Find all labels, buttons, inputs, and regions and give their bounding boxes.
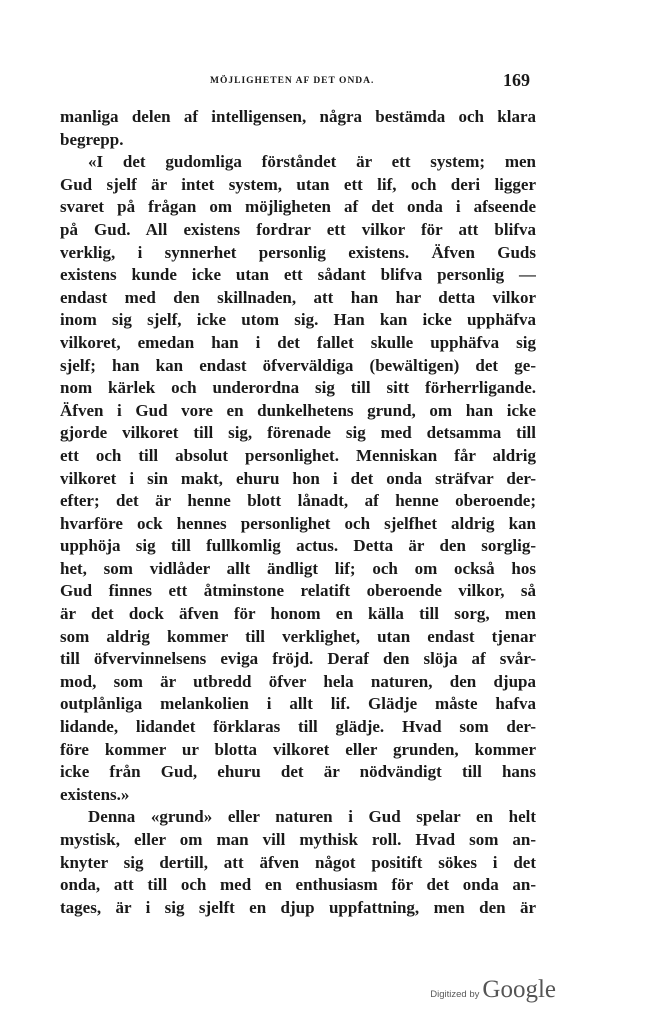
text-line: manliga delen af intelligensen, några bestämda och klara xyxy=(60,107,536,126)
text-line: som aldrig kommer till verklighet, utan endast tjenar xyxy=(60,626,536,646)
text-line: upphöja sig till fullkomlig actus. Detta är den sorglig- xyxy=(60,536,536,556)
text-line: Äfven i Gud vore en dunkelhetens grund, om han icke xyxy=(60,400,536,420)
text-line: inom sig sjelf, icke utom sig. Han kan icke upphäfva xyxy=(60,310,536,330)
page-number: 169 xyxy=(503,70,530,90)
text-line: hvarföre ock hennes personlighet och sjelfhet aldrig kan xyxy=(60,513,536,533)
text-line: ett och till absolut personlighet. Menniskan får aldrig xyxy=(60,445,536,465)
text-line: het, som vidlåder allt ändligt lif; och om också hos xyxy=(60,558,536,578)
text-line: existens.» xyxy=(60,784,130,804)
text-line: tages, är i sig sjelft en djup uppfattning, men den är xyxy=(60,897,536,917)
text-line: knyter sig dertill, att äfven något positift sökes i det xyxy=(60,852,536,872)
text-line: mystisk, eller om man vill mythisk roll. Hvad som an- xyxy=(60,830,536,849)
text-line: sjelf; han kan endast öfverväldiga (bewältigen) det ge- xyxy=(60,355,536,375)
text-line: icke från Gud, ehuru det är nödvändigt till hans xyxy=(60,762,536,782)
text-line: nom kärlek och underordna sig till sitt förherrligande. xyxy=(60,378,536,398)
google-logo: Google xyxy=(482,976,556,1003)
text-line: lidande, lidandet förklaras till glädje. Hvad som der- xyxy=(60,717,536,737)
text-line: Gud finnes ett åtminstone relatift oberoende vilkor, så xyxy=(60,581,536,601)
text-line: är det dock äfven för honom en källa till sorg, men xyxy=(60,604,536,624)
text-line: existens kunde icke utan ett sådant blifva personlig — xyxy=(60,265,536,285)
text-line: Gud sjelf är intet system, utan ett lif, och deri ligger xyxy=(60,174,536,194)
text-line: på Gud. All existens fordrar ett vilkor för att blifva xyxy=(60,219,536,239)
text-line: till öfvervinnelsens eviga fröjd. Deraf den slöja af svår- xyxy=(60,649,536,669)
text-line: svaret på frågan om möjligheten af det onda i afseende xyxy=(60,197,536,217)
text-line: vilkoret i sin makt, ehuru hon i det onda sträfvar der- xyxy=(60,468,536,488)
text-line: gjorde vilkoret till sig, förenade sig med detsamma till xyxy=(60,423,536,443)
digitized-label: Digitized by xyxy=(430,989,480,1000)
text-line: verklig, i synnerhet personlig existens. Äfven Guds xyxy=(60,242,536,262)
text-line: endast med den skillnaden, att han har detta vilkor xyxy=(60,287,536,307)
page-header xyxy=(60,70,536,94)
text-line: «I det gudomliga förståndet är ett system; men xyxy=(88,152,536,172)
text-line: före kommer ur blotta vilkoret eller grunden, kommer xyxy=(60,739,536,759)
text-line: Denna «grund» eller naturen i Gud spelar en helt xyxy=(88,807,536,827)
text-line: outplånliga melankolien i allt lif. Glädje måste hafva xyxy=(60,694,536,714)
text-line: onda, att till och med en enthusiasm för det onda an- xyxy=(60,875,536,895)
running-title: MÖJLIGHETEN AF DET ONDA. xyxy=(210,76,375,86)
text-line: efter; det är henne blott lånadt, af henne oberoende; xyxy=(60,491,536,511)
body-text xyxy=(60,106,536,919)
digitized-by-google-mark xyxy=(430,976,556,1004)
text-line: begrepp. xyxy=(60,129,124,149)
text-line: vilkoret, emedan han i det fallet skulle upphäfva sig xyxy=(60,332,536,352)
text-line: mod, som är utbredd öfver hela naturen, den djupa xyxy=(60,671,536,691)
